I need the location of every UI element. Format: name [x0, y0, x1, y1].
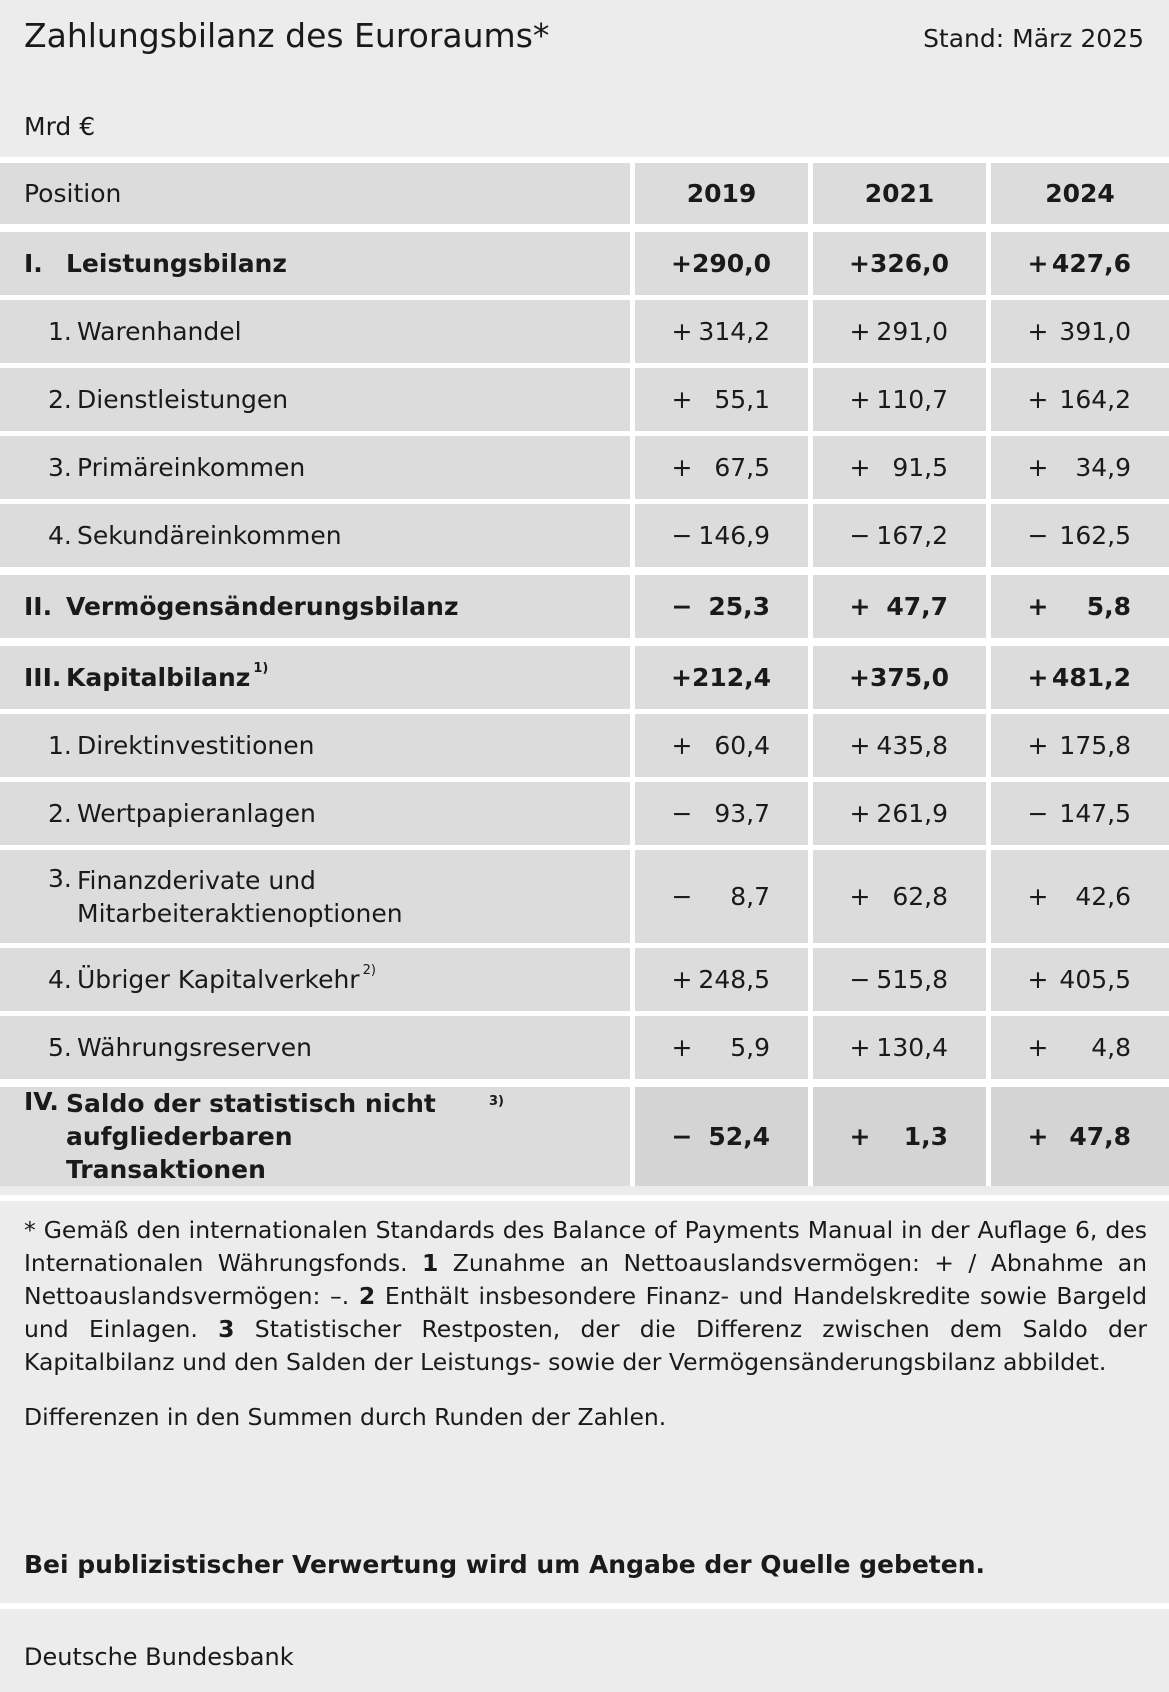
- value-sign: −: [671, 1122, 693, 1151]
- row-label-text: Übriger Kapitalverkehr: [77, 965, 360, 994]
- value-sign: +: [671, 731, 693, 760]
- row-label-cell: [0, 948, 635, 1016]
- row-number: 3.: [48, 863, 72, 893]
- value-sign: +: [671, 965, 693, 994]
- value-sign: −: [671, 799, 693, 828]
- footnote-3: Statistischer Restposten, der die Differenz zwischen dem Saldo der Kapitalbilanz und den Salden der Leistungs- sowie der Vermögensänderungsbilanz abbildet.: [24, 1315, 1147, 1376]
- value-cell: [635, 229, 813, 300]
- row-number: III.: [24, 663, 62, 692]
- table-row: [0, 504, 1169, 572]
- row-label: [48, 521, 630, 550]
- value-number: 261,9: [876, 799, 948, 828]
- value-number: 5,9: [730, 1033, 770, 1062]
- value-cell: [991, 1084, 1169, 1186]
- value-sign: −: [671, 521, 693, 550]
- value-sign: +: [849, 385, 871, 414]
- value-cell: [991, 368, 1169, 436]
- value-cell: [991, 229, 1169, 300]
- value-number: 314,2: [698, 317, 770, 346]
- row-label: [48, 453, 630, 482]
- row-label: [24, 663, 630, 692]
- value-number: 326,0: [869, 249, 950, 278]
- value-cell: [635, 300, 813, 368]
- table-row: [0, 229, 1169, 300]
- value-cell: [813, 850, 991, 948]
- value-number: 55,1: [714, 385, 770, 414]
- footnote-text: * Gemäß den internationalen Standards des Balance of Payments Manual in der Auflage 6, des Internationalen Währungsfonds. 1 Zunahme an Nettoauslandsvermögen: + / Abnahme an Nettoauslandsvermögen: –. 2 Enthält insbesondere Finanz- und Handelskredite sowie Bargeld und Einlagen. 3 Statistischer Restposten, der die Differenz zwischen dem Saldo der Kapitalbilanz und den Salden der Leistungs- sowie der Vermögensänderungsbilanz abbildet.: [24, 1216, 1148, 1376]
- row-number: II.: [24, 592, 53, 621]
- table-row: [0, 714, 1169, 782]
- value-number: 291,0: [876, 317, 948, 346]
- row-label-text: Kapitalbilanz: [66, 663, 251, 692]
- value-cell: [635, 643, 813, 714]
- row-label: [48, 385, 630, 414]
- value-cell: [813, 643, 991, 714]
- value-number: 52,4: [708, 1122, 770, 1151]
- value-cell: [991, 572, 1169, 643]
- value-number: 60,4: [714, 731, 770, 760]
- value-number: 130,4: [876, 1033, 948, 1062]
- value-sign: +: [1027, 249, 1049, 278]
- value-sign: +: [849, 731, 871, 760]
- table-body: [0, 229, 1169, 1186]
- value-number: 93,7: [714, 799, 770, 828]
- table-row: [0, 572, 1169, 643]
- row-label-text: Warenhandel: [77, 317, 242, 346]
- value-cell: [991, 1016, 1169, 1084]
- row-label-text: Vermögensänderungsbilanz: [66, 592, 459, 621]
- row-number: I.: [24, 249, 43, 278]
- value-sign: +: [671, 1033, 693, 1062]
- value-sign: +: [1027, 965, 1049, 994]
- value-sign: −: [1027, 521, 1049, 550]
- value-number: 481,2: [1051, 663, 1131, 692]
- value-number: 5,8: [1086, 592, 1131, 621]
- value-number: 25,3: [708, 592, 770, 621]
- value-number: 162,5: [1059, 521, 1131, 550]
- table-header-row: [0, 163, 1169, 229]
- value-cell: [813, 948, 991, 1016]
- value-cell: [813, 1084, 991, 1186]
- table-row: [0, 1016, 1169, 1084]
- value-cell: [635, 436, 813, 504]
- divider-middle: [0, 1195, 1169, 1201]
- status-date: Stand: März 2025: [923, 24, 1144, 53]
- value-sign: +: [671, 317, 693, 346]
- value-cell: [635, 948, 813, 1016]
- row-label: [48, 317, 630, 346]
- row-label: [48, 731, 630, 760]
- value-cell: [813, 1016, 991, 1084]
- value-number: 47,8: [1069, 1122, 1131, 1151]
- value-number: 1,3: [903, 1122, 948, 1151]
- value-cell: [813, 572, 991, 643]
- row-label-text: Saldo der statistisch nicht aufgliederbaren Transaktionen: [66, 1089, 436, 1184]
- row-label-cell: [0, 782, 635, 850]
- value-number: 8,7: [730, 882, 770, 911]
- value-cell: [991, 948, 1169, 1016]
- balance-table: [0, 163, 1169, 1186]
- value-cell: [813, 300, 991, 368]
- value-sign: +: [849, 592, 871, 621]
- row-label-text: Leistungsbilanz: [66, 249, 287, 278]
- row-label: [48, 1033, 630, 1062]
- value-sign: +: [849, 1033, 871, 1062]
- row-label-cell: [0, 850, 635, 948]
- value-number: 42,6: [1075, 882, 1131, 911]
- value-sign: −: [1027, 799, 1049, 828]
- value-sign: +: [849, 453, 871, 482]
- value-number: 47,7: [886, 592, 948, 621]
- value-number: 515,8: [876, 965, 948, 994]
- value-cell: [813, 782, 991, 850]
- value-cell: [991, 782, 1169, 850]
- row-label: [48, 965, 630, 994]
- value-cell: [635, 714, 813, 782]
- row-label-cell: [0, 300, 635, 368]
- column-header-year: 2021: [813, 163, 991, 229]
- value-number: 375,0: [869, 663, 950, 692]
- row-number: IV.: [24, 1087, 59, 1116]
- row-number: 2.: [48, 385, 72, 414]
- value-sign: +: [1027, 663, 1049, 692]
- value-sign: +: [671, 453, 693, 482]
- value-sign: +: [849, 1122, 871, 1151]
- column-header-year: 2019: [635, 163, 813, 229]
- table-row: [0, 948, 1169, 1016]
- row-label-text: Währungsreserven: [77, 1033, 312, 1062]
- value-number: 146,9: [698, 521, 770, 550]
- row-label-cell: [0, 368, 635, 436]
- footnote-1: Zunahme an Nettoauslandsvermögen: + / Abnahme an Nettoauslandsvermögen: –.: [24, 1249, 1147, 1310]
- value-number: 67,5: [714, 453, 770, 482]
- row-number: 5.: [48, 1033, 72, 1062]
- page-title: Zahlungsbilanz des Euroraums*: [24, 16, 550, 55]
- row-label-cell: [0, 504, 635, 572]
- value-cell: [635, 850, 813, 948]
- row-label: [24, 592, 630, 621]
- value-cell: [991, 300, 1169, 368]
- value-cell: [635, 1084, 813, 1186]
- row-label-cell: [0, 1016, 635, 1084]
- value-cell: [635, 504, 813, 572]
- table-row: [0, 850, 1169, 948]
- footnote-ref: 3): [489, 1094, 504, 1109]
- footnote-main: Gemäß den internationalen Standards des Balance of Payments Manual in der Auflage 6, des Internationalen Währungsfonds.: [24, 1216, 1147, 1277]
- value-sign: +: [1027, 453, 1049, 482]
- value-number: 62,8: [892, 882, 948, 911]
- value-number: 34,9: [1075, 453, 1131, 482]
- value-cell: [635, 572, 813, 643]
- row-label: [24, 249, 630, 278]
- value-sign: +: [671, 249, 692, 278]
- value-cell: [991, 643, 1169, 714]
- divider-bottom: [0, 1603, 1169, 1609]
- value-sign: +: [1027, 592, 1049, 621]
- row-label-cell: [0, 1084, 635, 1186]
- row-label-cell: [0, 572, 635, 643]
- row-label-text: Wertpapieranlagen: [77, 799, 316, 828]
- value-sign: +: [849, 882, 871, 911]
- value-sign: +: [1027, 385, 1049, 414]
- row-label-cell: [0, 436, 635, 504]
- row-label: [48, 864, 630, 930]
- column-header-position: Position: [0, 163, 635, 229]
- row-label-cell: [0, 643, 635, 714]
- row-number: 4.: [48, 965, 72, 994]
- value-sign: +: [671, 663, 692, 692]
- row-label-text: Dienstleistungen: [77, 385, 289, 414]
- row-label-text: Finanzderivate und Mitarbeiteraktienoptionen: [77, 865, 403, 928]
- row-label-text: Primäreinkommen: [77, 453, 306, 482]
- value-number: 175,8: [1059, 731, 1131, 760]
- table-row: [0, 300, 1169, 368]
- value-number: 248,5: [698, 965, 770, 994]
- value-number: 91,5: [892, 453, 948, 482]
- row-label: [48, 799, 630, 828]
- unit-label: Mrd €: [24, 112, 96, 141]
- value-sign: +: [1027, 317, 1049, 346]
- value-cell: [991, 436, 1169, 504]
- value-cell: [635, 1016, 813, 1084]
- value-sign: −: [671, 882, 693, 911]
- table-row: [0, 368, 1169, 436]
- value-sign: +: [1027, 1122, 1049, 1151]
- value-sign: −: [671, 592, 693, 621]
- value-sign: +: [849, 249, 870, 278]
- value-sign: +: [849, 799, 871, 828]
- value-cell: [813, 504, 991, 572]
- value-number: 167,2: [876, 521, 948, 550]
- value-sign: +: [849, 317, 871, 346]
- row-number: 4.: [48, 521, 72, 550]
- value-sign: +: [1027, 882, 1049, 911]
- value-cell: [813, 436, 991, 504]
- value-cell: [991, 850, 1169, 948]
- value-number: 391,0: [1059, 317, 1131, 346]
- footnote-ref: 2): [362, 963, 376, 978]
- row-label-text: Sekundäreinkommen: [77, 521, 342, 550]
- row-label: [24, 1087, 630, 1186]
- value-number: 164,2: [1059, 385, 1131, 414]
- row-number: 1.: [48, 731, 72, 760]
- citation-notice: Bei publizistischer Verwertung wird um Angabe der Quelle gebeten.: [24, 1550, 986, 1579]
- footnote-number: 1: [422, 1249, 439, 1277]
- row-number: 3.: [48, 453, 72, 482]
- value-sign: −: [849, 965, 871, 994]
- footnote-number: 3: [218, 1315, 235, 1343]
- value-number: 212,4: [691, 663, 772, 692]
- footnote-ref: 1): [253, 661, 269, 676]
- value-sign: +: [1027, 731, 1049, 760]
- table-row: [0, 1084, 1169, 1186]
- row-label-cell: [0, 229, 635, 300]
- value-cell: [813, 714, 991, 782]
- row-label-cell: [0, 714, 635, 782]
- value-sign: −: [849, 521, 871, 550]
- value-cell: [813, 229, 991, 300]
- value-number: 405,5: [1059, 965, 1131, 994]
- value-cell: [991, 504, 1169, 572]
- table-row: [0, 436, 1169, 504]
- footnote-number: 2: [358, 1282, 376, 1310]
- row-number: 1.: [48, 317, 72, 346]
- table-row: [0, 643, 1169, 714]
- value-cell: [635, 368, 813, 436]
- value-number: 435,8: [876, 731, 948, 760]
- value-number: 427,6: [1051, 249, 1131, 278]
- row-number: 2.: [48, 799, 72, 828]
- value-number: 290,0: [691, 249, 772, 278]
- source-label: Deutsche Bundesbank: [24, 1643, 294, 1671]
- value-number: 4,8: [1091, 1033, 1131, 1062]
- table-row: [0, 782, 1169, 850]
- value-number: 147,5: [1059, 799, 1131, 828]
- row-label-text: Direktinvestitionen: [77, 731, 315, 760]
- value-cell: [635, 782, 813, 850]
- rounding-note: Differenzen in den Summen durch Runden der Zahlen.: [24, 1403, 667, 1431]
- column-header-year: 2024: [991, 163, 1169, 229]
- value-sign: +: [1027, 1033, 1049, 1062]
- value-cell: [813, 368, 991, 436]
- footnote-2: Enthält insbesondere Finanz- und Handelskredite sowie Bargeld und Einlagen.: [24, 1282, 1148, 1343]
- value-sign: +: [671, 385, 693, 414]
- value-number: 110,7: [876, 385, 948, 414]
- value-sign: +: [849, 663, 870, 692]
- value-cell: [991, 714, 1169, 782]
